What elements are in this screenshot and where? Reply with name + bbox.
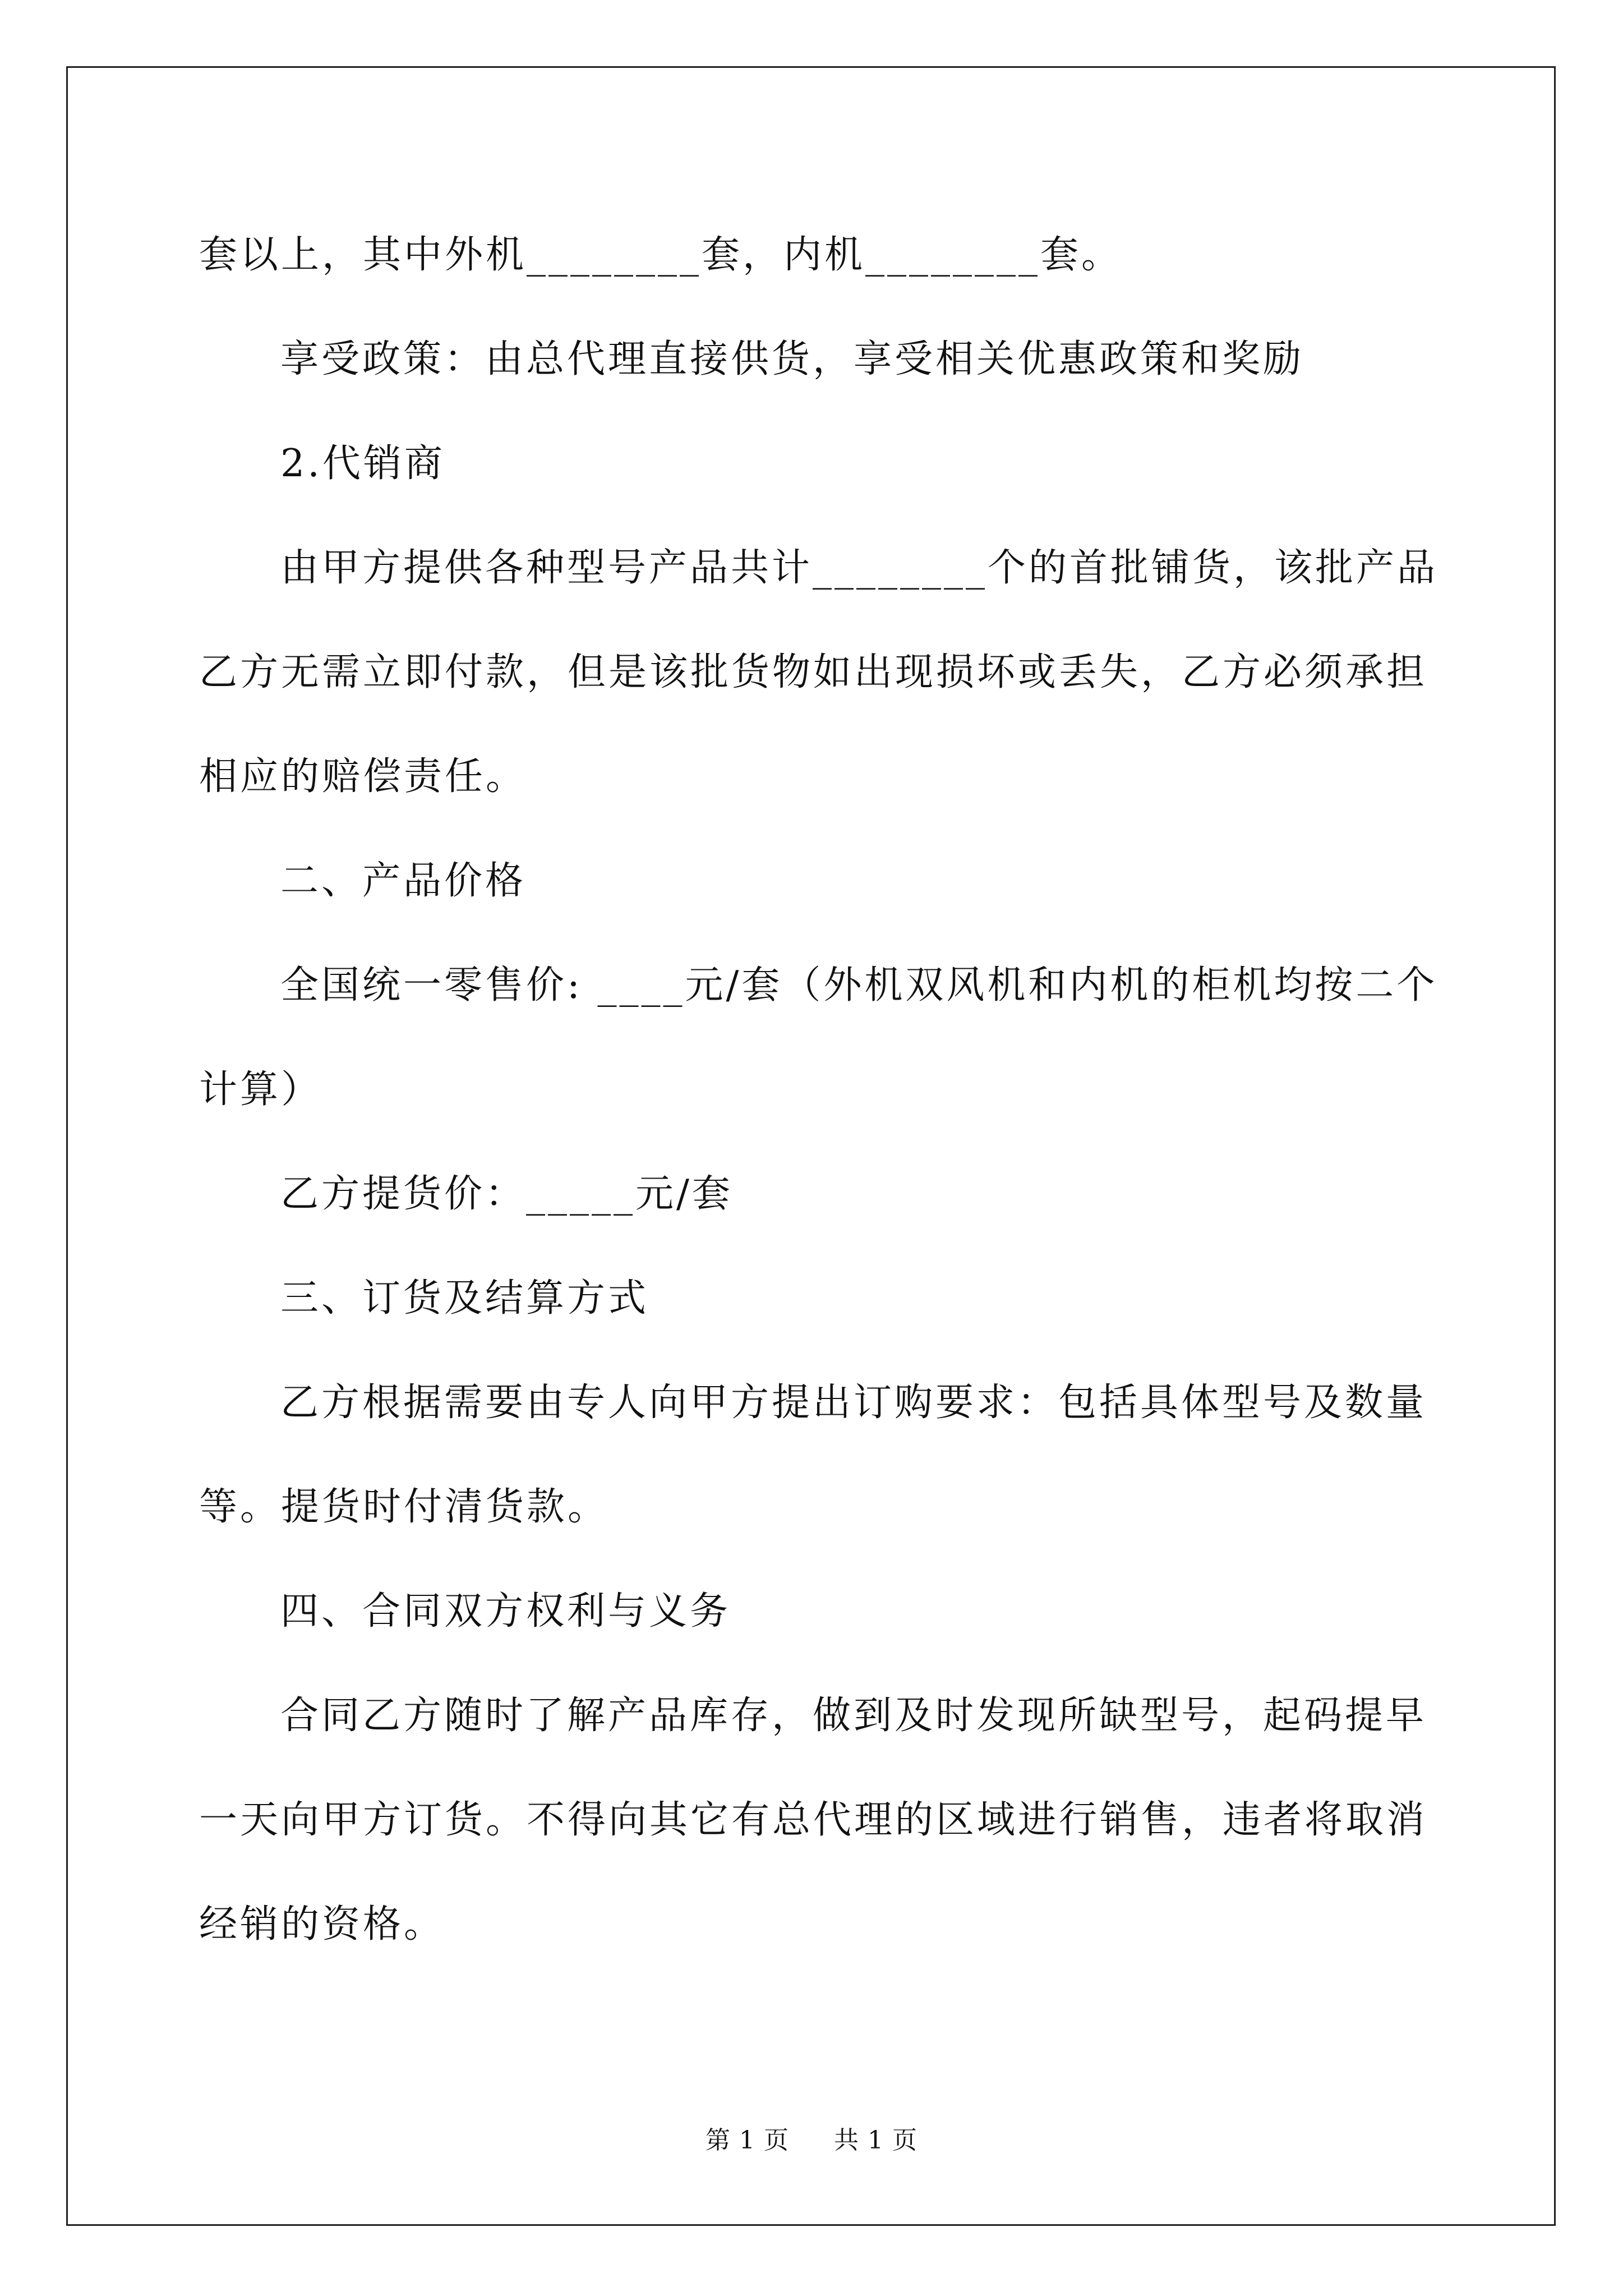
text-line: 经销的资格。 xyxy=(199,1902,445,1947)
section-heading: 四、合同双方权利与义务 xyxy=(280,1589,731,1634)
text-line: 由甲方提供各种型号产品共计________个的首批铺货，该批产品 xyxy=(280,546,1438,590)
text-line: 计算） xyxy=(199,1068,322,1112)
page-number: 第 1 页 xyxy=(706,2126,789,2155)
section-heading: 三、订货及结算方式 xyxy=(280,1276,649,1320)
text-line: 乙方无需立即付款，但是该批货物如出现损坏或丢失，乙方必须承担 xyxy=(199,650,1428,694)
text-line: 乙方提货价：_____元/套 xyxy=(280,1172,733,1216)
section-heading: 2.代销商 xyxy=(280,441,445,486)
text-line: 乙方根据需要由专人向甲方提出订购要求：包括具体型号及数量 xyxy=(280,1381,1427,1425)
page-count: 共 1 页 xyxy=(834,2126,917,2155)
text-line: 等。提货时付清货款。 xyxy=(199,1485,609,1529)
text-line: 相应的赔偿责任。 xyxy=(199,754,527,799)
text-line: 合同乙方随时了解产品库存，做到及时发现所缺型号，起码提早 xyxy=(280,1694,1427,1738)
section-heading: 二、产品价格 xyxy=(280,859,527,903)
text-line: 享受政策：由总代理直接供货，享受相关优惠政策和奖励 xyxy=(280,337,1304,381)
text-line: 全国统一零售价: ____元/套（外机双风机和内机的柜机均按二个 xyxy=(280,963,1438,1007)
text-line: 一天向甲方订货。不得向其它有总代理的区域进行销售，违者将取消 xyxy=(199,1798,1428,1842)
text-line: 套以上，其中外机________套，内机________套。 xyxy=(199,233,1123,277)
page-footer xyxy=(0,2124,1623,2157)
